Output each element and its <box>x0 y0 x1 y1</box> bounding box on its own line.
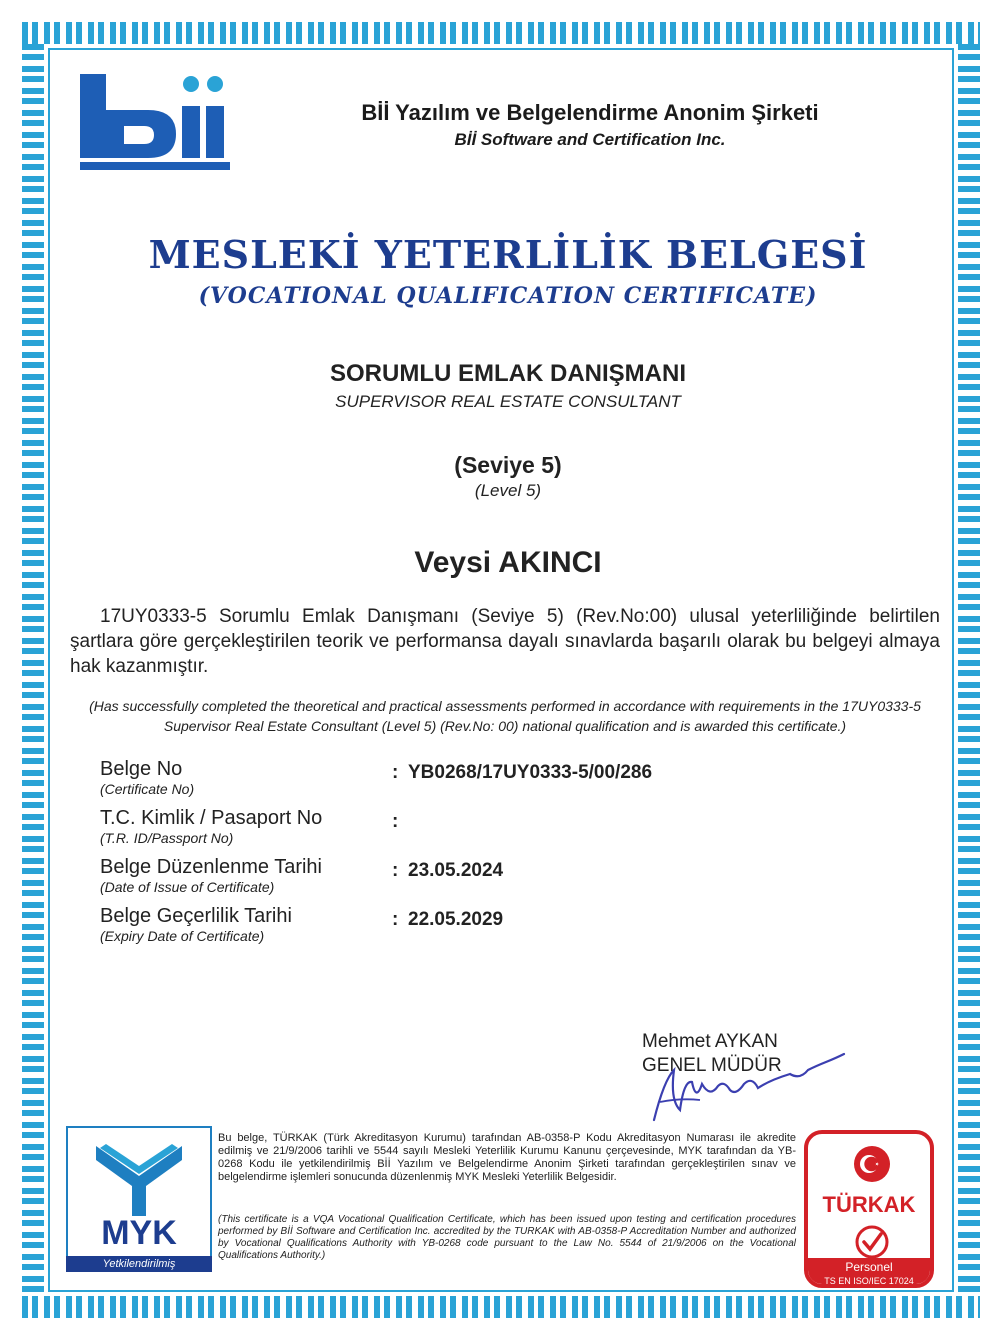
statement-tr: 17UY0333-5 Sorumlu Emlak Danışmanı (Seviye 5) (Rev.No:00) ulusal yeterliliğinde belirtilen şartlara göre gerçekleştirilen teorik ve performansa dayalı sınavlarda başarılı olarak bu belgeyi almaya hak kazanmıştır. <box>70 606 940 677</box>
level-tr: (Seviye 5) <box>454 452 562 478</box>
field-colon: : <box>392 909 399 930</box>
field-certificate-no <box>100 758 880 807</box>
turkish-flag-icon <box>852 1144 892 1184</box>
accreditation-text-tr: Bu belge, TÜRKAK (Türk Akreditasyon Kurumu) tarafından AB-0358-P Kodu Akreditasyon Numarası ile akredite edilmiş ve 21/9/2006 tarihli ve 5544 sayılı Mesleki Yeterlilik Kurumu Kanunu çerçevesinde, MYK tarafından da YB-0268 Kodu ile yetkilendirilmiş Bİİ Yazılım ve Belgelendirme Anonim Şirketi tarafından gerçekleştirilen sınav ve belgelendirme işlemleri sonucunda düzenlenmiş MYK Mesleki Yeterlilik Belgesidir. <box>218 1132 796 1183</box>
signatory-name: Mehmet AYKAN <box>642 1031 778 1052</box>
field-expiry-date <box>100 905 880 954</box>
field-label: Belge Düzenlenme Tarihi <box>100 856 322 878</box>
field-label: Belge No <box>100 758 183 780</box>
certificate-title <box>60 232 956 309</box>
turkak-standard: TS EN ISO/IEC 17024 <box>824 1276 914 1286</box>
turkak-logo <box>804 1130 934 1288</box>
qualification <box>60 360 956 412</box>
qualification-level <box>60 452 956 501</box>
accreditation-text-en: (This certificate is a VQA Vocational Qualification Certificate, which has been issued upon testing and certification procedures performed by Bİİ Software and Certification Inc. accredited by the TURKAK with AB-0358-P Accreditation Number and authorized by Vocational Qualifications Authority with YB-0268 code pursuant to the Law No. 5544 of 21/9/2006 on the Vocational Qualifications Authority.) <box>218 1214 796 1261</box>
field-label-en: (T.R. ID/Passport No) <box>100 830 234 846</box>
myk-logo-text: MYK <box>101 1214 177 1252</box>
field-colon: : <box>392 811 399 832</box>
company-name-tr: Bİİ Yazılım ve Belgelendirme Anonim Şirketi <box>361 100 819 125</box>
field-value: 23.05.2024 <box>408 860 504 881</box>
field-colon: : <box>392 860 399 881</box>
level-en: (Level 5) <box>474 481 542 500</box>
company-header <box>300 100 880 150</box>
field-label-en: (Certificate No) <box>100 781 195 797</box>
signatory-title: GENEL MÜDÜR <box>642 1055 782 1076</box>
certificate-title-en: (VOCATIONAL QUALIFICATION CERTIFICATE) <box>198 283 818 309</box>
turkak-band <box>808 1258 930 1284</box>
qualification-name-en: SUPERVISOR REAL ESTATE CONSULTANT <box>335 392 681 411</box>
statement-en: (Has successfully completed the theoretical and practical assessments performed in accordance with requirements in the 17UY0333-5 Supervisor Real Estate Consultant (Level 5) (Rev.No: 00) national qualification and is awarded this certificate.) <box>89 698 921 734</box>
certificate-fields <box>100 758 880 954</box>
field-label-en: (Date of Issue of Certificate) <box>100 879 275 895</box>
company-name-en: Bİİ Software and Certification Inc. <box>454 130 726 149</box>
holder-name: Veysi AKINCI <box>414 546 602 579</box>
certificate-title-tr: MESLEKİ YETERLİLİK BELGESİ <box>148 232 868 277</box>
myk-caption: Yetkilendirilmiş <box>66 1256 212 1272</box>
checkmark-icon <box>854 1224 890 1260</box>
field-value: YB0268/17UY0333-5/00/286 <box>408 762 653 783</box>
bii-logo <box>78 72 232 172</box>
field-colon: : <box>392 762 399 783</box>
field-label: T.C. Kimlik / Pasaport No <box>100 807 323 829</box>
field-id-no <box>100 807 880 856</box>
turkak-logo-text: TÜRKAK <box>822 1192 916 1217</box>
turkak-band-text: Personel <box>845 1260 893 1274</box>
field-label: Belge Geçerlilik Tarihi <box>100 905 292 927</box>
field-label-en: (Expiry Date of Certificate) <box>100 928 265 944</box>
field-issue-date <box>100 856 880 905</box>
qualification-name-tr: SORUMLU EMLAK DANIŞMANI <box>330 360 686 387</box>
field-value: 22.05.2029 <box>408 909 504 930</box>
handwritten-signature <box>640 1040 860 1130</box>
